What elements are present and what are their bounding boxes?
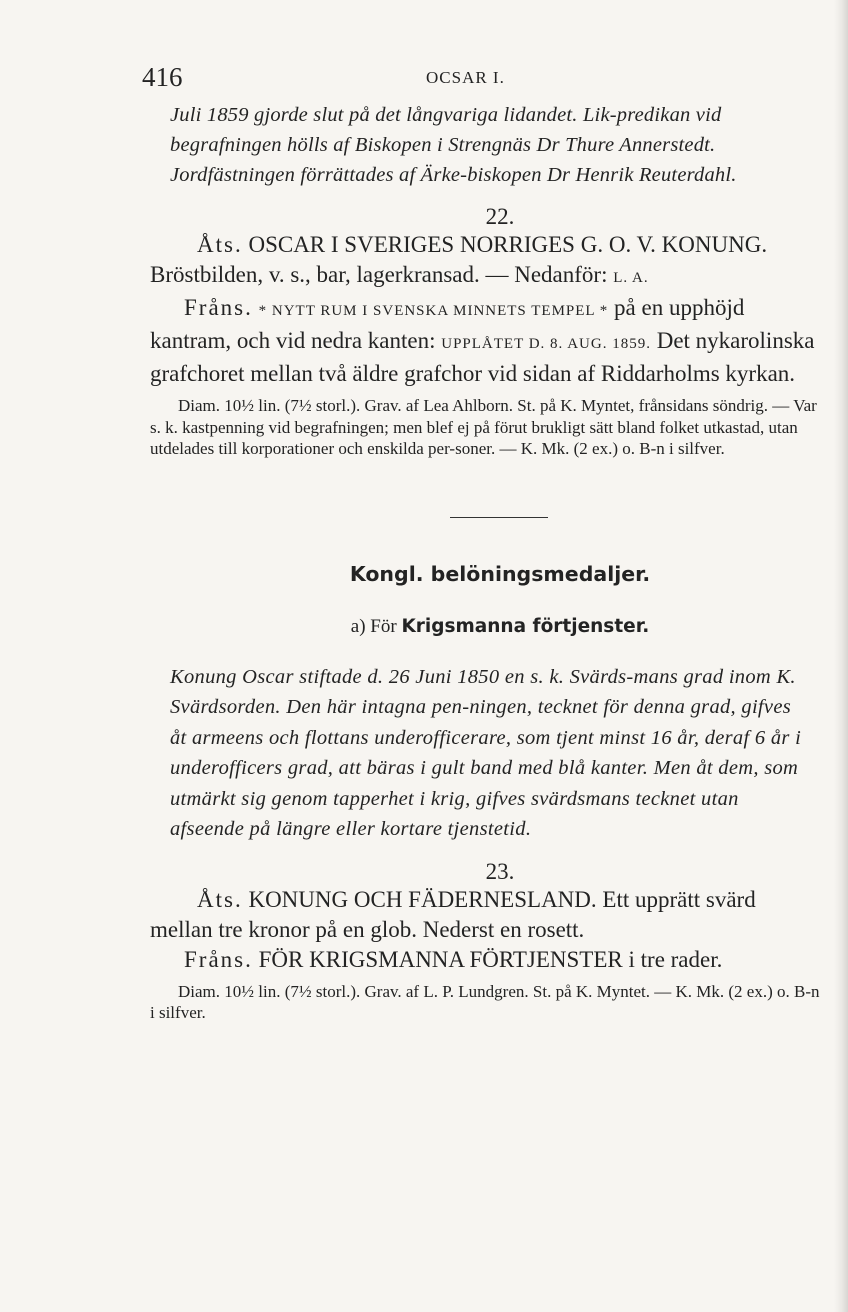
- medal-22-reverse-text-1: på en upphöjd kantram, och vid nedra kanten:: [150, 295, 745, 353]
- section-subheading: [170, 616, 820, 638]
- medal-22-reverse-date: UPPLÅTET D. 8. AUG. 1859.: [441, 336, 651, 352]
- medal-22-obverse-signature: L. A.: [613, 270, 649, 286]
- medal-23-reverse: [150, 945, 820, 975]
- page-edge-shadow: [834, 0, 848, 1312]
- book-page: [142, 60, 820, 1024]
- section-divider: [450, 517, 548, 518]
- medal-23-obverse: [150, 885, 820, 945]
- intro-paragraph: Juli 1859 gjorde slut på det långvariga lidandet. Lik-predikan vid begrafningen hölls af Biskopen i Strengnäs Dr Thure Annerstedt. Jordfästningen förrättades af Ärke-biskopen Dr Henrik Reuterdahl.: [170, 104, 737, 186]
- medal-22-obverse-label: Åts.: [197, 232, 243, 257]
- running-title: OCSAR I.: [426, 68, 505, 87]
- medal-22-obverse: [150, 230, 820, 293]
- medal-22-number: 22.: [485, 204, 515, 229]
- medal-22-reverse-text-2: Det nykarolinska grafchoret mellan två äldre grafchor vid sidan af Riddarholms kyrkan.: [150, 328, 815, 386]
- medal-22-reverse-label: Fråns.: [184, 295, 253, 320]
- medal-23-obverse-label: Åts.: [197, 886, 243, 912]
- medal-23-reverse-text: FÖR KRIGSMANNA FÖRTJENSTER i tre rader.: [258, 946, 723, 972]
- medal-23-number: 23.: [485, 858, 515, 884]
- page-number: 416: [142, 62, 183, 92]
- medal-22-reverse-inscription: * NYTT RUM I SVENSKA MINNETS TEMPEL *: [258, 303, 609, 319]
- section-intro: Konung Oscar stiftade d. 26 Juni 1850 en s. k. Svärds-mans grad inom K. Svärdsorden. Den här intagna pen-ningen, tecknet för denna grad, gifves åt armeens och flottans underofficerare, som tjent minst 16 år, deraf 6 år i underofficers grad, att bäras i gult band med blå kanter. Men åt dem, som utmärkt sig genom tapperhet i krig, gifves svärdsmans tecknet utan afseende på längre eller kortare tjenstetid.: [170, 665, 802, 840]
- medal-23-description: Diam. 10½ lin. (7½ storl.). Grav. af L. P. Lundgren. St. på K. Myntet. — K. Mk. (2 ex.) o. B-n i silfver.: [150, 981, 820, 1022]
- medal-22-obverse-text: OSCAR I SVERIGES NORRIGES G. O. V. KONUNG. Bröstbilden, v. s., bar, lagerkransad. — Nedanför:: [150, 232, 768, 287]
- section-subheading-prefix: a) För: [350, 615, 397, 637]
- medal-22-reverse: [150, 293, 820, 389]
- medal-22-description: Diam. 10½ lin. (7½ storl.). Grav. af Lea Ahlborn. St. på K. Myntet, frånsidans söndrig. — Var s. k. kastpenning vid begrafningen; men blef ej på förut brukligt sätt bland folket utkastad, utan utdelades till korporationer och enskilda per-soner. — K. Mk. (2 ex.) o. B-n i silfver.: [150, 396, 817, 458]
- medal-23-reverse-label: Fråns.: [184, 946, 253, 972]
- medal-23-obverse-text: KONUNG OCH FÄDERNESLAND. Ett upprätt svärd mellan tre kronor på en glob. Nederst en rosett.: [150, 886, 756, 942]
- section-subheading-title: Krigsmanna förtjenster.: [401, 615, 650, 637]
- section-heading: Kongl. belöningsmedaljer.: [349, 561, 651, 586]
- running-head: [142, 60, 820, 100]
